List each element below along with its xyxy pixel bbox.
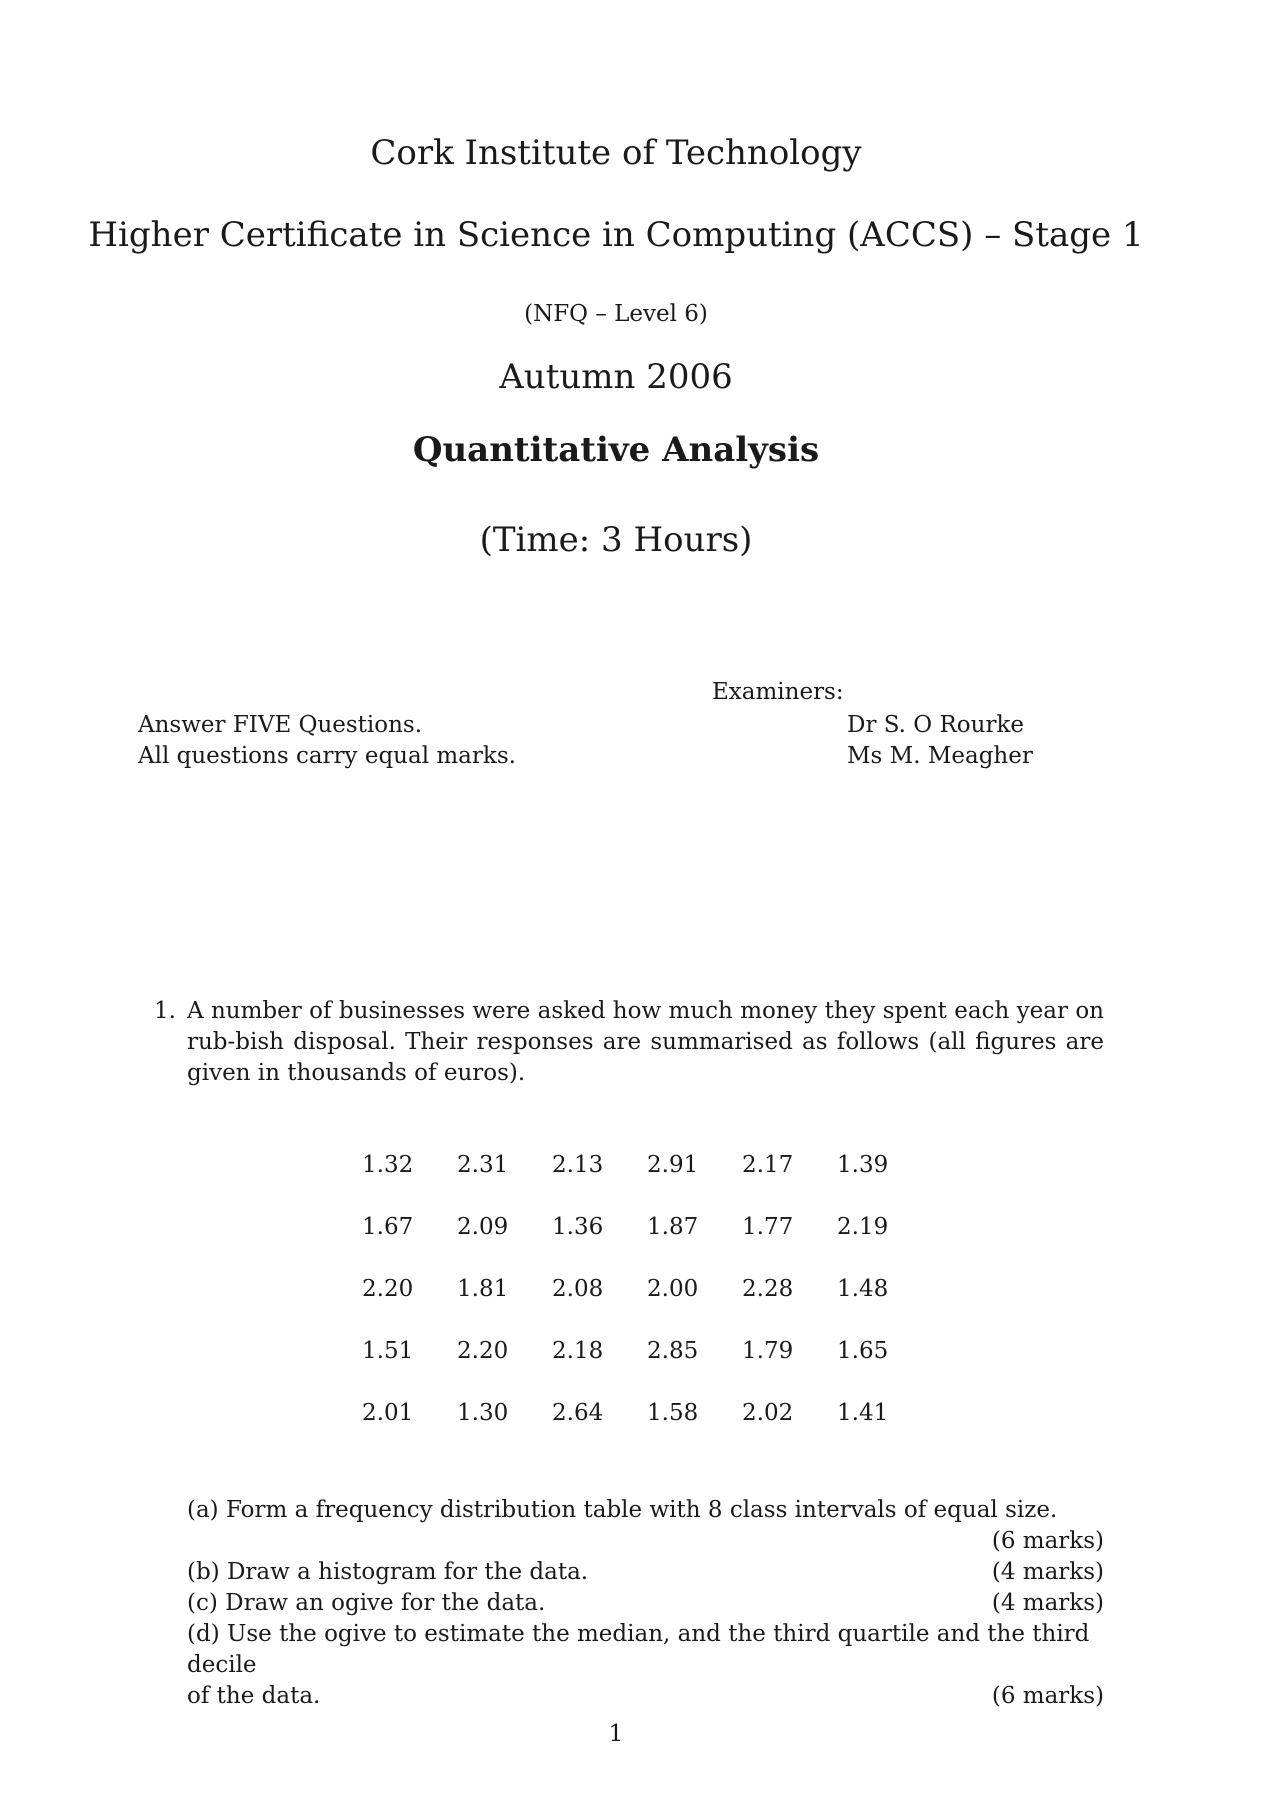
part-a-marks: (6 marks) — [991, 1528, 1104, 1554]
data-cell: 2.13 — [552, 1152, 604, 1178]
nfq-level: (NFQ – Level 6) — [524, 301, 708, 327]
question-parts — [187, 1495, 1104, 1712]
instruction-line: All questions carry equal marks. — [138, 743, 516, 769]
data-cell: 2.00 — [647, 1276, 699, 1302]
examiners-list — [847, 710, 1033, 772]
part-d — [187, 1619, 1104, 1712]
part-b-marks: (4 marks) — [991, 1559, 1104, 1585]
data-cell: 2.18 — [552, 1338, 604, 1364]
part-c-text: (c) Draw an ogive for the data. — [187, 1590, 546, 1616]
instruction-line: Answer FIVE Questions. — [138, 712, 423, 738]
data-cell: 1.48 — [837, 1276, 889, 1302]
data-cell: 2.91 — [647, 1152, 699, 1178]
data-cell: 2.09 — [457, 1214, 509, 1240]
examiner-name: Ms M. Meagher — [847, 743, 1033, 769]
data-cell: 2.17 — [742, 1152, 794, 1178]
data-cell: 1.58 — [647, 1400, 699, 1426]
part-a — [187, 1495, 1104, 1557]
data-row — [362, 1338, 932, 1400]
data-row — [362, 1152, 932, 1214]
data-cell: 1.41 — [837, 1400, 889, 1426]
data-cell: 1.77 — [742, 1214, 794, 1240]
part-d-text-line2: of the data. — [187, 1683, 321, 1709]
data-cell: 1.81 — [457, 1276, 509, 1302]
examiners-label: Examiners: — [712, 679, 844, 705]
part-b — [187, 1557, 1104, 1588]
data-cell: 2.01 — [362, 1400, 414, 1426]
subject-title: Quantitative Analysis — [412, 430, 820, 470]
data-cell: 2.85 — [647, 1338, 699, 1364]
data-cell: 1.65 — [837, 1338, 889, 1364]
data-cell: 2.08 — [552, 1276, 604, 1302]
institution-name: Cork Institute of Technology — [370, 133, 862, 173]
data-cell: 1.87 — [647, 1214, 699, 1240]
programme-title: Higher Certificate in Science in Computing (ACCS) – Stage 1 — [88, 215, 1144, 255]
data-cell: 1.39 — [837, 1152, 889, 1178]
exam-instructions — [138, 710, 516, 772]
data-cell: 1.79 — [742, 1338, 794, 1364]
part-a-text: (a) Form a frequency distribution table with 8 class intervals of equal size. — [187, 1497, 1058, 1523]
part-d-text-line1: (d) Use the ogive to estimate the median, and the third quartile and the third decile — [187, 1621, 1090, 1678]
question-number: 1. — [154, 998, 176, 1024]
data-cell: 1.36 — [552, 1214, 604, 1240]
data-cell: 2.28 — [742, 1276, 794, 1302]
data-row — [362, 1400, 932, 1462]
data-cell: 2.20 — [457, 1338, 509, 1364]
data-cell: 1.51 — [362, 1338, 414, 1364]
data-row — [362, 1214, 932, 1276]
data-table — [362, 1152, 932, 1462]
exam-duration: (Time: 3 Hours) — [479, 520, 753, 560]
data-cell: 2.19 — [837, 1214, 889, 1240]
data-cell: 2.64 — [552, 1400, 604, 1426]
page-number: 1 — [608, 1721, 624, 1747]
exam-session: Autumn 2006 — [499, 357, 733, 397]
part-d-marks: (6 marks) — [991, 1683, 1104, 1709]
data-cell: 2.02 — [742, 1400, 794, 1426]
data-cell: 1.67 — [362, 1214, 414, 1240]
data-cell: 1.32 — [362, 1152, 414, 1178]
data-cell: 2.20 — [362, 1276, 414, 1302]
part-c-marks: (4 marks) — [991, 1590, 1104, 1616]
data-row — [362, 1276, 932, 1338]
examiner-name: Dr S. O Rourke — [847, 712, 1024, 738]
data-cell: 1.30 — [457, 1400, 509, 1426]
data-cell: 2.31 — [457, 1152, 509, 1178]
part-b-text: (b) Draw a histogram for the data. — [187, 1559, 589, 1585]
part-c — [187, 1588, 1104, 1619]
question-text: A number of businesses were asked how much money they spent each year on rub-bish disposal. Their responses are summarised as follows (all figures are given in thousands of euros). — [187, 998, 1104, 1086]
